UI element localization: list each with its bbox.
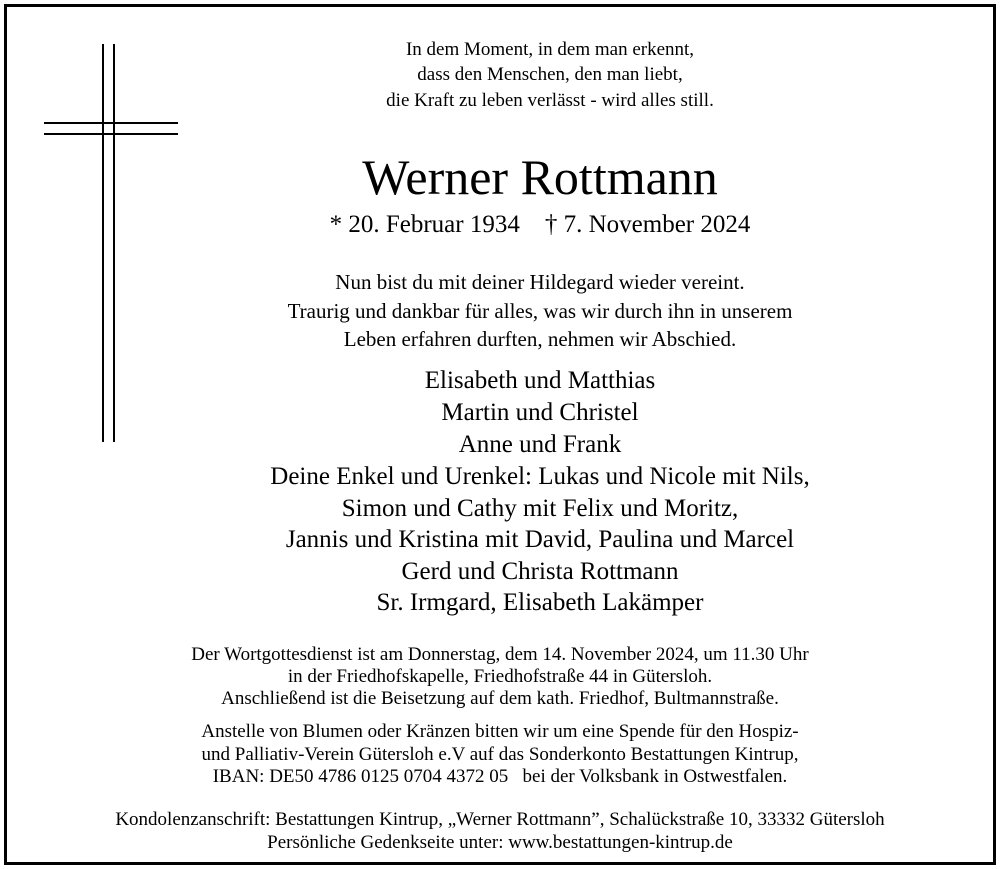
mourner-line: Sr. Irmgard, Elisabeth Lakämper	[376, 589, 704, 616]
mourner-line: Martin und Christel	[441, 399, 639, 426]
mourner-line: Jannis und Kristina mit David, Paulina und Marcel	[285, 526, 795, 553]
service-line: Anschließend ist die Beisetzung auf dem kath. Friedhof, Bultmannstraße.	[221, 688, 779, 709]
memorial-page-link: Persönliche Gedenkseite unter: www.bestattungen-kintrup.de	[267, 832, 733, 853]
mourner-line: Anne und Frank	[458, 431, 622, 458]
quote-line: dass den Menschen, den man liebt,	[417, 64, 683, 85]
donation-line: Anstelle von Blumen oder Kränzen bitten wir um eine Spende für den Hospiz-	[201, 721, 799, 742]
mourner-line: Gerd und Christa Rottmann	[401, 558, 679, 585]
message-line: Traurig und dankbar für alles, was wir durch ihn in unserem	[287, 299, 793, 323]
message-line: Leben erfahren durften, nehmen wir Abschied.	[343, 327, 737, 351]
service-line: Der Wortgottesdienst ist am Donnerstag, dem 14. November 2024, um 11.30 Uhr	[191, 644, 809, 665]
message-line: Nun bist du mit deiner Hildegard wieder vereint.	[335, 270, 745, 294]
service-line: in der Friedhofskapelle, Friedhofstraße 44 in Gütersloh.	[287, 666, 713, 687]
life-dates: * 20. Februar 1934 † 7. November 2024	[329, 211, 751, 238]
cross-horizontal-bar	[44, 122, 178, 124]
mourner-line: Deine Enkel und Urenkel: Lukas und Nicole mit Nils,	[270, 463, 810, 490]
mourner-line: Elisabeth und Matthias	[424, 367, 656, 394]
cross-horizontal-bar	[44, 133, 178, 135]
donation-line: und Palliativ-Verein Gütersloh e.V auf das Sonderkonto Bestattungen Kintrup,	[201, 744, 799, 765]
quote-line: In dem Moment, in dem man erkennt,	[405, 39, 695, 60]
deceased-name: Werner Rottmann	[362, 149, 718, 205]
donation-line: IBAN: DE50 4786 0125 0704 4372 05 bei der Volksbank in Ostwestfalen.	[212, 766, 788, 787]
condolence-address: Kondolenzanschrift: Bestattungen Kintrup, „Werner Rottmann”, Schalückstraße 10, 33332 Gütersloh	[115, 809, 885, 830]
mourner-line: Simon und Cathy mit Felix und Moritz,	[341, 495, 739, 522]
quote-line: die Kraft zu leben verlässt - wird alles still.	[386, 90, 714, 111]
